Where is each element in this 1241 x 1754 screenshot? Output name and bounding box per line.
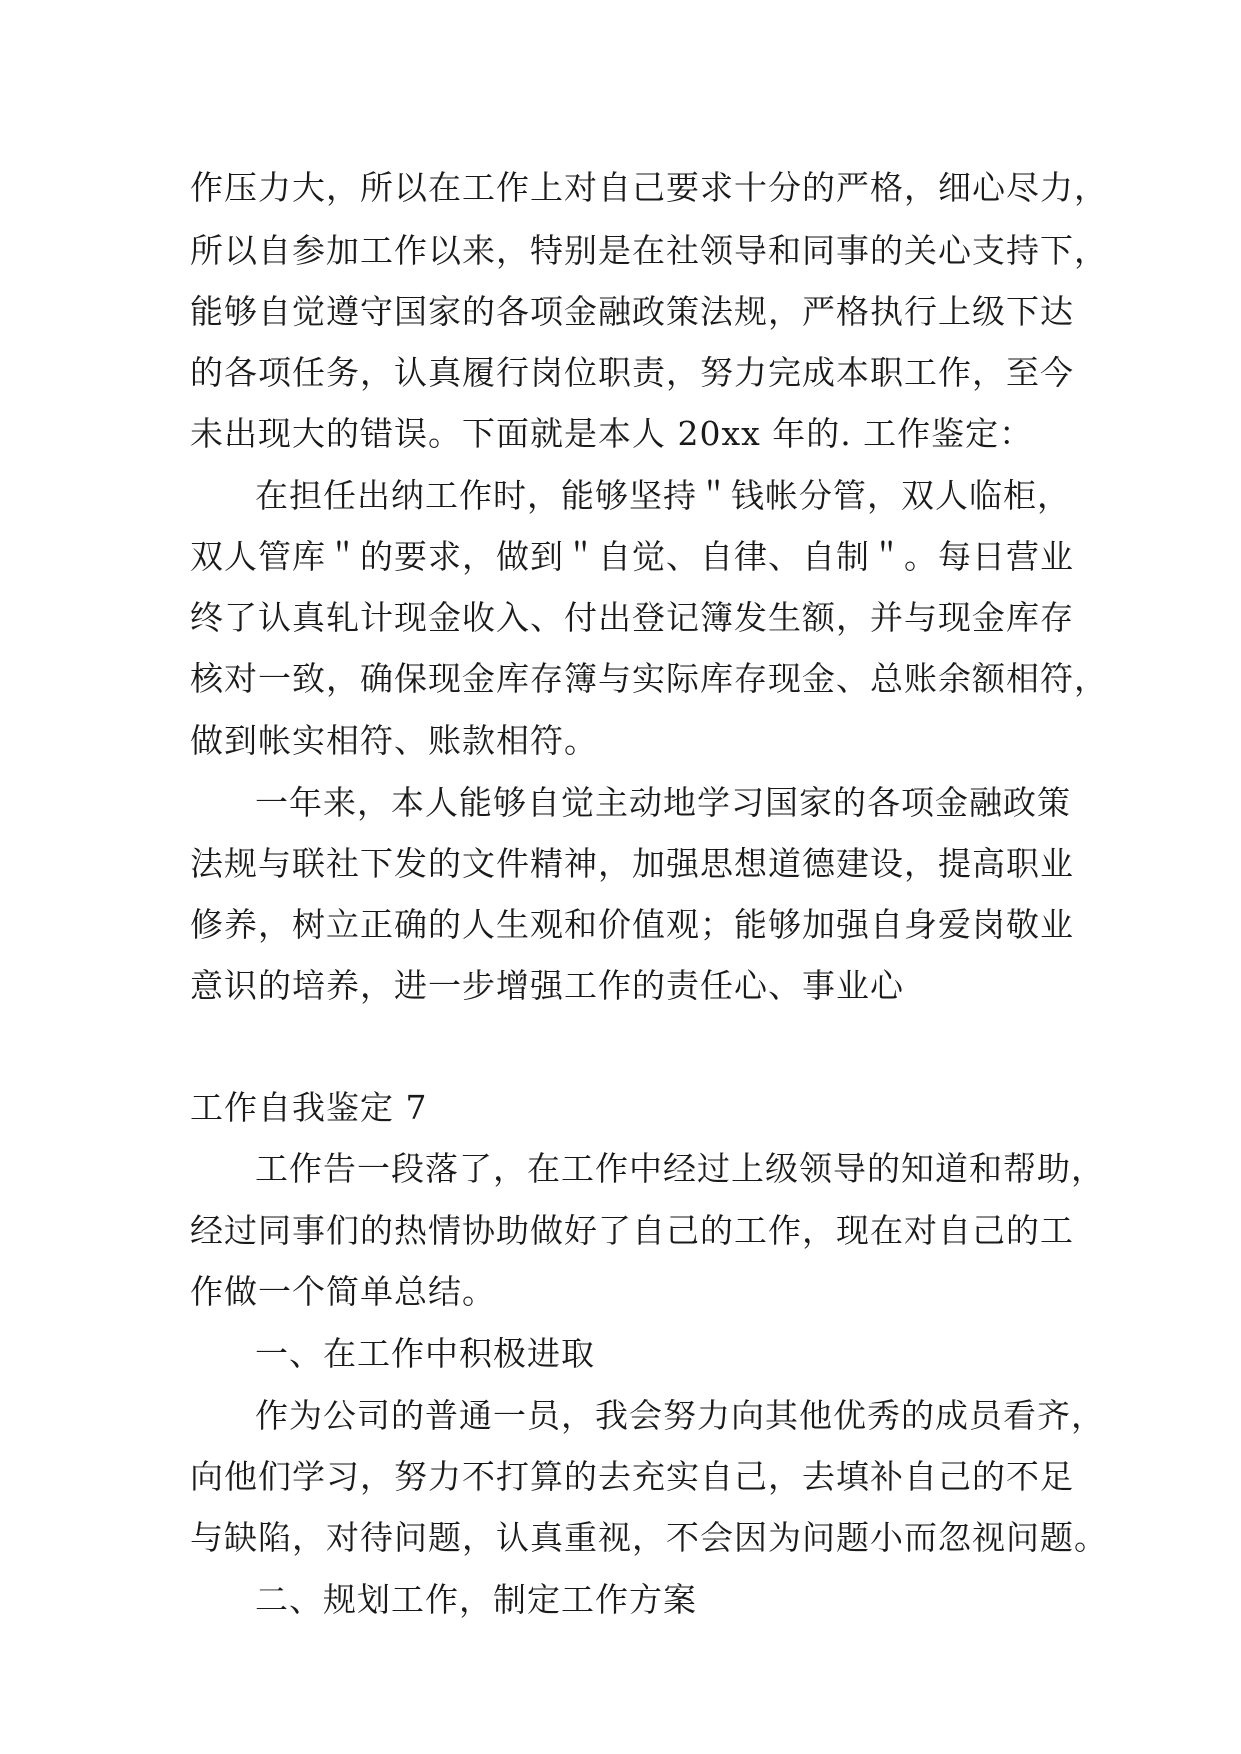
paragraph-line: 一年来，本人能够自觉主动地学习国家的各项金融政策 [255, 783, 1071, 822]
subheading: 一、在工作中积极进取 [255, 1334, 595, 1373]
paragraph-line: 双人管库＂的要求，做到＂自觉、自律、自制＂。每日营业 [190, 537, 1074, 576]
paragraph-line: 与缺陷，对待问题，认真重视，不会因为问题小而忽视问题。 [190, 1518, 1108, 1557]
paragraph-line: 意识的培养，进一步增强工作的责任心、事业心 [190, 966, 904, 1005]
paragraph-line: 作做一个简单总结。 [190, 1272, 496, 1311]
paragraph-line: 做到帐实相符、账款相符。 [190, 721, 598, 760]
paragraph-line: 作为公司的普通一员，我会努力向其他优秀的成员看齐， [255, 1396, 1105, 1435]
paragraph-line: 在担任出纳工作时，能够坚持＂钱帐分管，双人临柜， [255, 476, 1071, 515]
paragraph-line: 作压力大，所以在工作上对自己要求十分的严格，细心尽力， [190, 168, 1108, 207]
paragraph-line: 终了认真轧计现金收入、付出登记簿发生额，并与现金库存 [190, 598, 1074, 637]
subheading: 二、规划工作，制定工作方案 [255, 1580, 697, 1619]
paragraph-line: 法规与联社下发的文件精神，加强思想道德建设，提高职业 [190, 844, 1074, 883]
paragraph-line: 未出现大的错误。下面就是本人 20xx 年的. 工作鉴定： [190, 414, 1034, 453]
paragraph-line: 向他们学习，努力不打算的去充实自己，去填补自己的不足 [190, 1457, 1074, 1496]
paragraph-line: 的各项任务，认真履行岗位职责，努力完成本职工作，至今 [190, 353, 1074, 392]
paragraph-line: 能够自觉遵守国家的各项金融政策法规，严格执行上级下达 [190, 292, 1074, 331]
paragraph-line: 经过同事们的热情协助做好了自己的工作，现在对自己的工 [190, 1211, 1074, 1250]
section-heading: 工作自我鉴定 7 [190, 1088, 428, 1127]
paragraph-line: 修养，树立正确的人生观和价值观；能够加强自身爱岗敬业 [190, 905, 1074, 944]
paragraph-line: 所以自参加工作以来，特别是在社领导和同事的关心支持下， [190, 231, 1108, 270]
paragraph-line: 工作告一段落了，在工作中经过上级领导的知道和帮助， [255, 1149, 1105, 1188]
paragraph-line: 核对一致，确保现金库存簿与实际库存现金、总账余额相符， [190, 659, 1108, 698]
